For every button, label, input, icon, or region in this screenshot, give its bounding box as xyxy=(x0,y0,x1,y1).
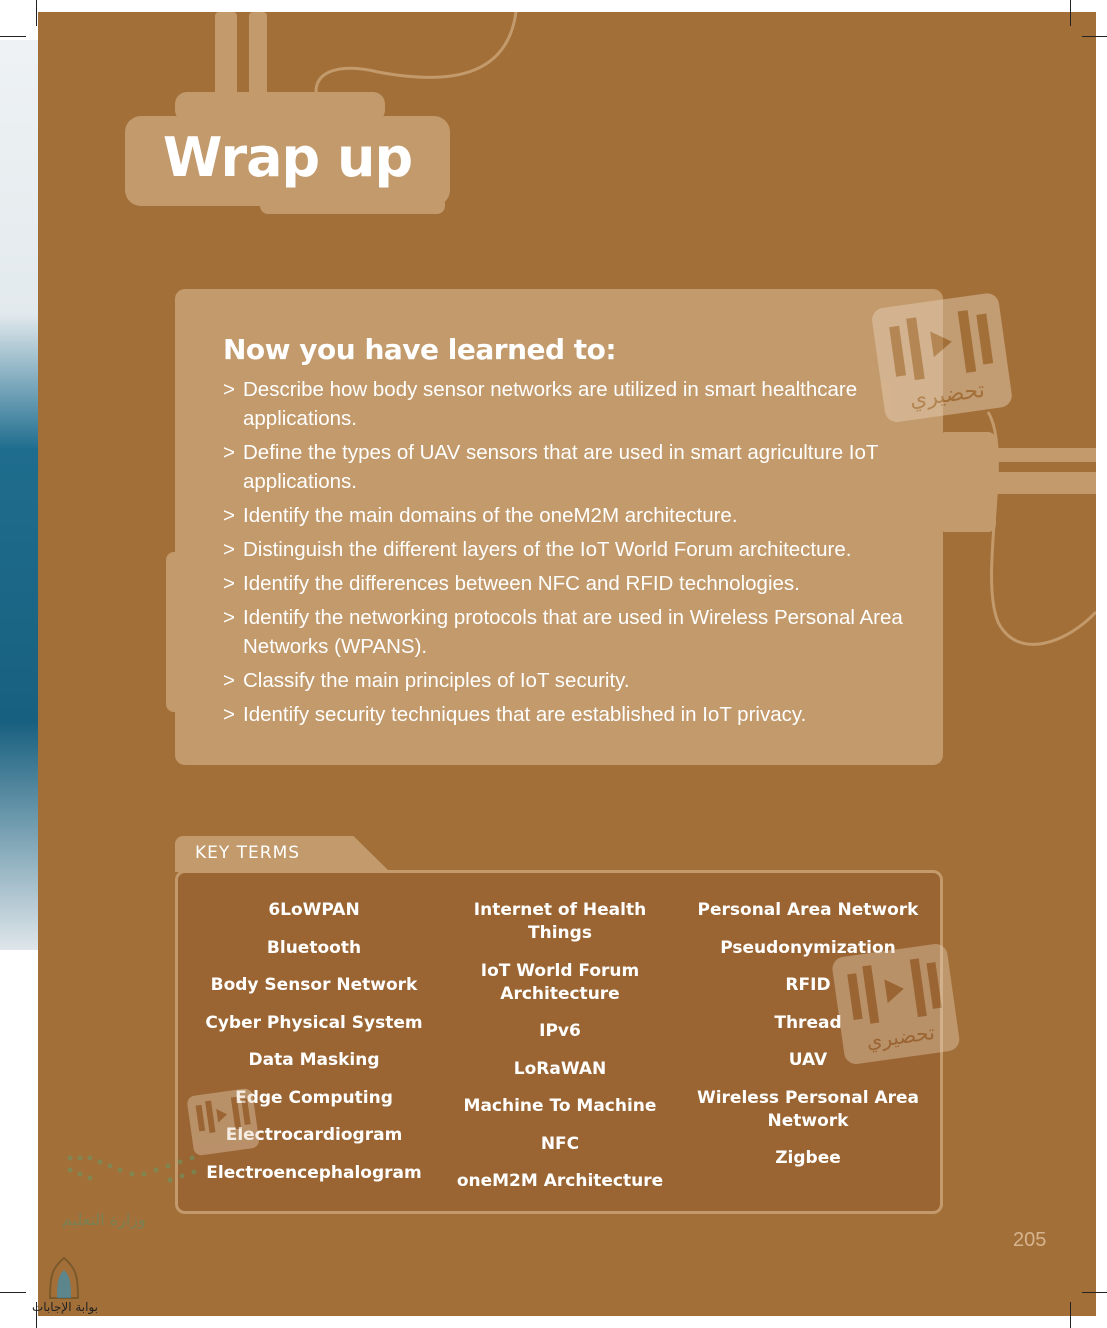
list-item-text: Distinguish the different layers of the IoT World Forum architecture. xyxy=(243,538,852,561)
key-term: Edge Computing xyxy=(235,1087,393,1108)
key-term: LoRaWAN xyxy=(513,1058,607,1079)
crop-mark xyxy=(1070,0,1071,26)
key-term: Zigbee xyxy=(775,1148,841,1168)
chevron-right-icon: > xyxy=(223,572,235,595)
key-term: IoT World Forum Architecture xyxy=(480,960,640,1004)
crop-mark xyxy=(1070,1302,1071,1328)
key-term: Bluetooth xyxy=(266,937,362,958)
crop-mark xyxy=(1082,1292,1107,1293)
book-play-icon xyxy=(832,940,960,1070)
watermark-logo-text: تحضيري xyxy=(864,1020,937,1054)
key-term: oneM2M Architecture xyxy=(456,1171,664,1191)
key-term: Personal Area Network xyxy=(697,900,919,920)
list-item-text: Identify security techniques that are established in IoT privacy. xyxy=(243,703,807,726)
list-item xyxy=(223,501,913,530)
list-item-text: Identify the differences between NFC and RFID technologies. xyxy=(243,572,800,595)
ministry-text: وزارة التعليم xyxy=(62,1210,146,1229)
chevron-right-icon: > xyxy=(223,504,235,527)
learned-panel xyxy=(175,289,943,765)
portal-text: بوابة الإجابات xyxy=(32,1300,99,1314)
title-plaque xyxy=(125,116,450,206)
page-number: 205 xyxy=(1013,1229,1047,1251)
list-item xyxy=(223,700,913,729)
key-term: UAV xyxy=(788,1050,828,1070)
key-terms-box xyxy=(175,870,943,1214)
crop-mark xyxy=(0,36,26,37)
background-photo-strip xyxy=(0,40,38,950)
list-item xyxy=(223,569,913,598)
key-term: Electrocardiogram xyxy=(225,1125,403,1145)
chevron-right-icon: > xyxy=(223,378,235,401)
chevron-right-icon: > xyxy=(223,669,235,692)
learned-heading: Now you have learned to: xyxy=(223,333,617,366)
watermark-logo-text: تحضيري xyxy=(908,377,987,413)
book-play-icon xyxy=(872,290,1014,426)
page-title: Wrap up xyxy=(162,126,413,189)
list-item xyxy=(223,438,913,496)
list-item xyxy=(223,603,913,661)
crop-mark xyxy=(36,0,37,26)
key-term: Thread xyxy=(774,1012,842,1033)
list-item-text: Identify the networking protocols that are used in Wireless Personal Area Networks (WPANS). xyxy=(243,606,903,658)
key-terms-column-2 xyxy=(440,899,680,1208)
key-term: Cyber Physical System xyxy=(205,1012,423,1033)
chevron-right-icon: > xyxy=(223,538,235,561)
key-term: NFC xyxy=(540,1133,580,1154)
list-item xyxy=(223,535,913,564)
list-item-text: Describe how body sensor networks are utilized in smart healthcare applications. xyxy=(243,378,858,430)
key-term: Data Masking xyxy=(248,1050,380,1070)
key-term: Body Sensor Network xyxy=(210,975,418,995)
key-term: Electroencephalogram xyxy=(206,1162,422,1183)
list-item-text: Define the types of UAV sensors that are used in smart agriculture IoT applications. xyxy=(243,441,879,493)
list-item xyxy=(223,375,913,433)
key-term: Machine To Machine xyxy=(463,1096,657,1116)
list-item-text: Classify the main principles of IoT security. xyxy=(243,669,630,692)
key-term: Internet of Health Things xyxy=(473,900,647,943)
list-item-text: Identify the main domains of the oneM2M architecture. xyxy=(243,504,738,527)
ministry-logo xyxy=(62,1152,212,1212)
crop-mark xyxy=(1082,36,1107,37)
chevron-right-icon: > xyxy=(223,441,235,464)
list-item xyxy=(223,666,913,695)
key-terms-label: KEY TERMS xyxy=(195,843,301,863)
book-play-icon xyxy=(186,1086,260,1156)
key-term: 6LoWPAN xyxy=(268,900,360,920)
mosque-logo-icon xyxy=(44,1256,84,1300)
key-term: RFID xyxy=(785,975,831,995)
key-term: Pseudonymization xyxy=(720,937,896,958)
crop-mark xyxy=(0,1292,26,1293)
key-term: Wireless Personal Area Network xyxy=(696,1087,920,1131)
chevron-right-icon: > xyxy=(223,606,235,629)
key-term: IPv6 xyxy=(539,1021,581,1041)
learned-list xyxy=(223,375,913,734)
chevron-right-icon: > xyxy=(223,703,235,726)
